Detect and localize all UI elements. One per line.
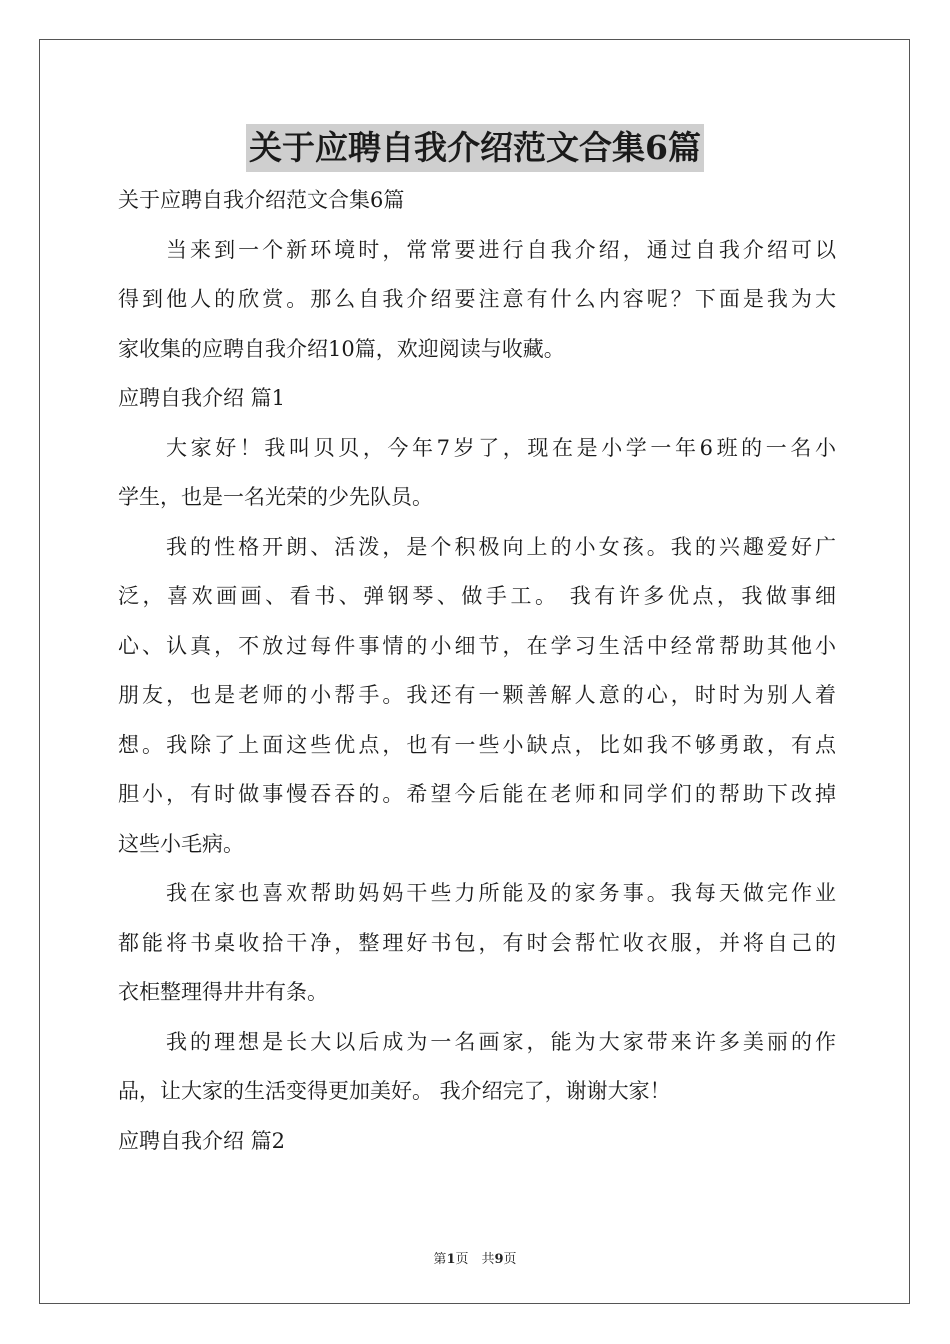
body-line: 我的性格开朗、活泼，是个积极向上的小女孩。我的兴趣爱好广 [166, 534, 836, 559]
body-line: 泛，喜欢画画、看书、弹钢琴、做手工。 我有许多优点，我做事细 [118, 584, 836, 608]
body-line: 我的理想是长大以后成为一名画家，能为大家带来许多美丽的作 [166, 1029, 836, 1054]
body-line: 品，让大家的生活变得更加美好。 我介绍完了，谢谢大家！ [118, 1079, 671, 1103]
body-line: 应聘自我介绍 篇2 [118, 1128, 286, 1153]
footer-page-prefix: 第 [433, 1252, 447, 1267]
body-line: 应聘自我介绍 篇1 [118, 386, 286, 410]
body-line: 都能将书桌收拾干净，整理好书包，有时会帮忙收衣服，并将自己的 [118, 930, 836, 955]
footer-page-suffix: 页 [503, 1252, 517, 1267]
body-line: 衣柜整理得井井有条。 [118, 980, 328, 1004]
body-line: 胆小，有时做事慢吞吞的。希望今后能在老师和同学们的帮助下改掉 [118, 782, 836, 806]
body-line: 大家好！我叫贝贝，今年7岁了，现在是小学一年6班的一名小 [166, 435, 836, 460]
document-title: 关于应聘自我介绍范文合集6篇 [246, 124, 704, 172]
body-line: 这些小毛病。 [118, 831, 244, 856]
footer-page-mid: 页 共 [455, 1252, 495, 1267]
body-line: 想。我除了上面这些优点，也有一些小缺点，比如我不够勇敢，有点 [118, 732, 836, 757]
body-line: 当来到一个新环境时，常常要进行自我介绍，通过自我介绍可以 [166, 237, 836, 262]
body-line: 我在家也喜欢帮助妈妈干些力所能及的家务事。我每天做完作业 [166, 881, 836, 905]
body-line: 关于应聘自我介绍范文合集6篇 [118, 188, 405, 212]
title-container [0, 124, 950, 172]
document-body [118, 176, 836, 1166]
footer-page-current: 1 [446, 1252, 456, 1267]
body-line: 得到他人的欣赏。那么自我介绍要注意有什么内容呢？下面是我为大 [118, 287, 836, 311]
body-line: 学生，也是一名光荣的少先队员。 [118, 485, 433, 509]
body-line: 心、认真，不放过每件事情的小细节，在学习生活中经常帮助其他小 [118, 633, 836, 658]
body-line: 家收集的应聘自我介绍10篇，欢迎阅读与收藏。 [118, 336, 565, 361]
body-line: 朋友，也是老师的小帮手。我还有一颗善解人意的心，时时为别人着 [118, 683, 836, 707]
footer-page-total: 9 [494, 1252, 504, 1267]
page-footer [0, 1248, 950, 1267]
